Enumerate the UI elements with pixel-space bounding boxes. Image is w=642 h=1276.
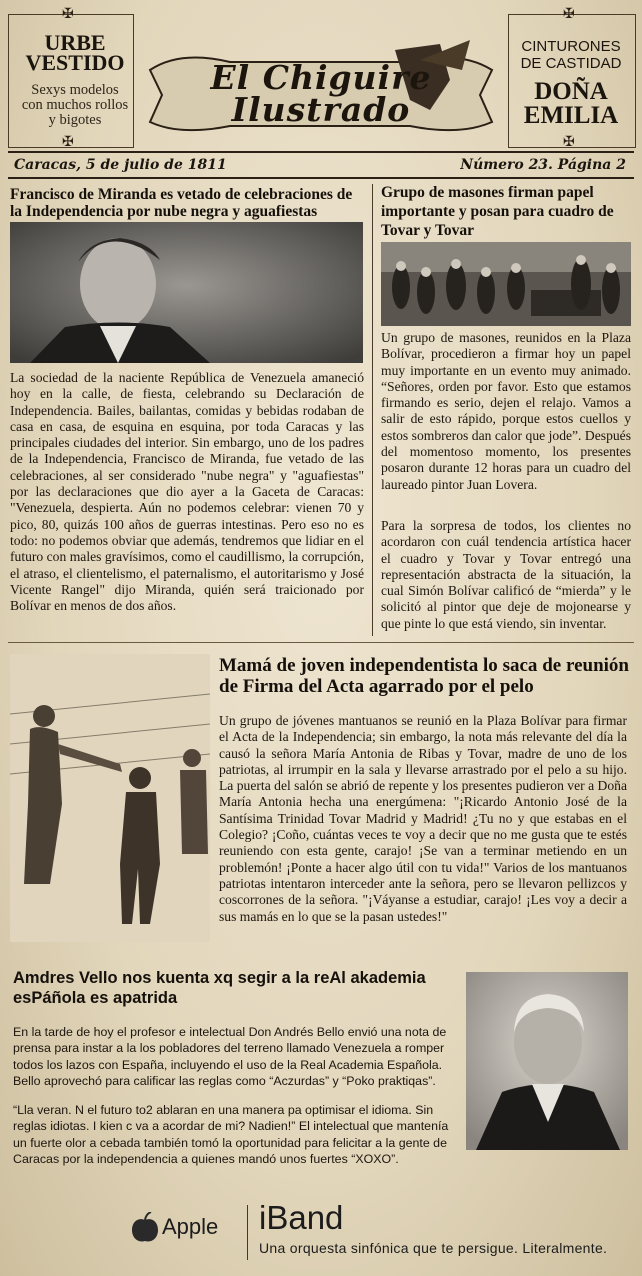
bello-portrait	[466, 972, 628, 1150]
ornament-icon: ✠	[62, 135, 74, 150]
miranda-portrait	[10, 222, 363, 363]
footer-slogan: Una orquesta sinfónica que te persigue. Literalmente.	[259, 1240, 608, 1256]
urbe-vestido-title: URBE VESTIDO	[25, 30, 125, 75]
ornament-icon: ✠	[62, 7, 74, 22]
cinturones-title: CINTURONES DE CASTIDAD	[520, 38, 622, 72]
article-bello	[13, 968, 459, 1008]
masthead	[0, 0, 642, 180]
urbe-vestido-subtitle: Sexys modelos con muchos rollos y bigotes	[21, 82, 129, 128]
apple-logo-icon	[130, 1212, 160, 1244]
headline-miranda: Francisco de Miranda es vetado de celebraciones de la Independencia por nube negra y aguafiestas	[10, 186, 353, 220]
masthead-rule-top	[8, 151, 634, 153]
footer-brand: Apple	[162, 1214, 219, 1239]
masones-painting-image	[381, 242, 631, 326]
masones-painting	[381, 242, 631, 326]
body-mama: Un grupo de jóvenes mantuanos se reunió en la Plaza Bolívar para firmar el Acta de la Independencia; sin embargo, la nota más relevante del día la causó la señora María Antonia de Ribas y Tovar, madre de uno de los patriotas, al irrumpir en la sala y llevarse arrastrado por el pelo a su hijo. La puerta del salón se abrió de repente y los presentes pudieron ver a Doña María Antonia hecha una energúmena: "¡Ricardo Antonio José de la Santísima Trinidad Tovar Madrid y Madrid! ¿Tu no y que estabas en el Colegio? ¡Coño, cuántas veces te voy a decir que no me gusta que te estés reuniendo con esta gente, carajo! ¡Se van a terminar metiendo en un problemón! ¡Ponte a hacer algo útil con tu vida!" Varios de los mantuanos patriotas intentaron interceder ante la señora, pero se llevaron pellizcos y coscorrones de la señora. "¡Váyanse a estudiar, carajo! ¡Les voy a decir a sus mamás en lo que se la pasan ustedes!"	[219, 713, 627, 924]
article-masones	[381, 183, 631, 240]
body-bello-1: En la tarde de hoy el profesor e intelectual Don Andrés Bello envió una nota de prensa para instar a la los pobladores del terreno llamado Venezuela a romper todos los lazos con España, incluyendo el uso de la Real Academia Española. Bello aprovechó para calificar las reglas como “Aczurdas” y “Poko praktiqas”.	[13, 1025, 447, 1089]
headline-bello: Amdres Vello nos kuenta xq segir a la reAl akademia esPáñola es apatrida	[13, 969, 426, 1007]
article-miranda	[10, 186, 366, 220]
ornament-icon: ✠	[563, 7, 575, 22]
headline-mama: Mamá de joven independentista lo saca de reunión de Firma del Acta agarrado por el pelo	[219, 655, 629, 697]
logo-line-1: El Chiguire	[210, 58, 432, 97]
section-rule	[8, 642, 634, 643]
logo	[140, 40, 502, 140]
body-bello-2: “Lla veran. N el futuro to2 ablaran en una manera pa optimisar el idioma. Sin reglas idiotas. I kien c va a acordar de mi? Nadien!” El intelectual que mantenía un fuerte olor a cebada también tomó la oportunidad para felicitar a la gente de Caracas por la independencia a quienes mandó unos fuertes “XOXO”.	[13, 1103, 449, 1167]
ornament-icon: ✠	[563, 135, 575, 150]
footer-divider	[247, 1205, 248, 1260]
dateline: Caracas, 5 de julio de 1811	[14, 157, 227, 173]
mama-engraving	[10, 654, 210, 942]
issue-number: Número 23. Página 2	[460, 157, 626, 173]
bello-portrait-image	[466, 972, 628, 1150]
body-miranda: La sociedad de la naciente República de Venezuela amaneció hoy en la calle, de fiesta, celebrando su Declaración de Independencia. Bailes, bailantas, comidas y bebidas rodaban de casa en casa, de esquina en esquina, por toda Caracas y las principales ciudades del interior. Sin embargo, uno de los padres de la Independencia, Francisco de Miranda, fue vetado de las celebraciones, al ser considerado "nube negra" y "aguafiestas" por las declaraciones que dio ayer a la Gaceta de Caracas: "Venezuela, despierta. Aún no podemos celebrar: vienen 70 y pico, 80, quizás 100 años de guerras intestinas. Pero eso no es todo: no podemos obviar que además, tendremos que lidiar en el futuro con males gravísimos, como el caudillismo, la corrupción, el atraso, el clientelismo, el paternalismo, el autoritarismo y José Vicente Rangel" dijo Miranda, quién será traicionado por Bolívar en menos de dos años.	[10, 370, 364, 614]
miranda-portrait-image	[10, 222, 363, 363]
column-divider	[372, 184, 373, 636]
article-mama	[219, 655, 629, 697]
logo-line-2: Ilustrado	[231, 90, 411, 129]
body-masones-2: Para la sorpresa de todos, los clientes no acordaron con cuál tendencia artística hacer el cuadro y Tovar y Tovar entregó una representación abstracta de la situación, la cual Simón Bolívar calificó de “mierda” y le solicitó al pintor que deje de mojonearse y que pinte lo que está viendo, sin inventar.	[381, 518, 631, 631]
headline-masones: Grupo de masones firman papel importante y posan para cuadro de Tovar y Tovar	[381, 184, 614, 239]
masthead-rule-bottom	[8, 177, 634, 179]
body-masones-1: Un grupo de masones, reunidos en la Plaza Bolívar, procedieron a firmar hoy un papel muy importante en un evento muy animado. “Señores, orden por favor. Esto que estamos firmando es serio, dejen el relajo. Vamos a salir de esto rápido, porque estos cuellos y estos sombreros dan calor que jode”. Después del momentoso momento, los presentes posaron durante 12 horas para un cuadro del laureado pintor Juan Lovera.	[381, 330, 631, 492]
footer-product: iBand	[259, 1199, 344, 1236]
dona-emilia-title: DOÑA EMILIA	[523, 78, 619, 129]
mama-engraving-image	[10, 654, 210, 942]
